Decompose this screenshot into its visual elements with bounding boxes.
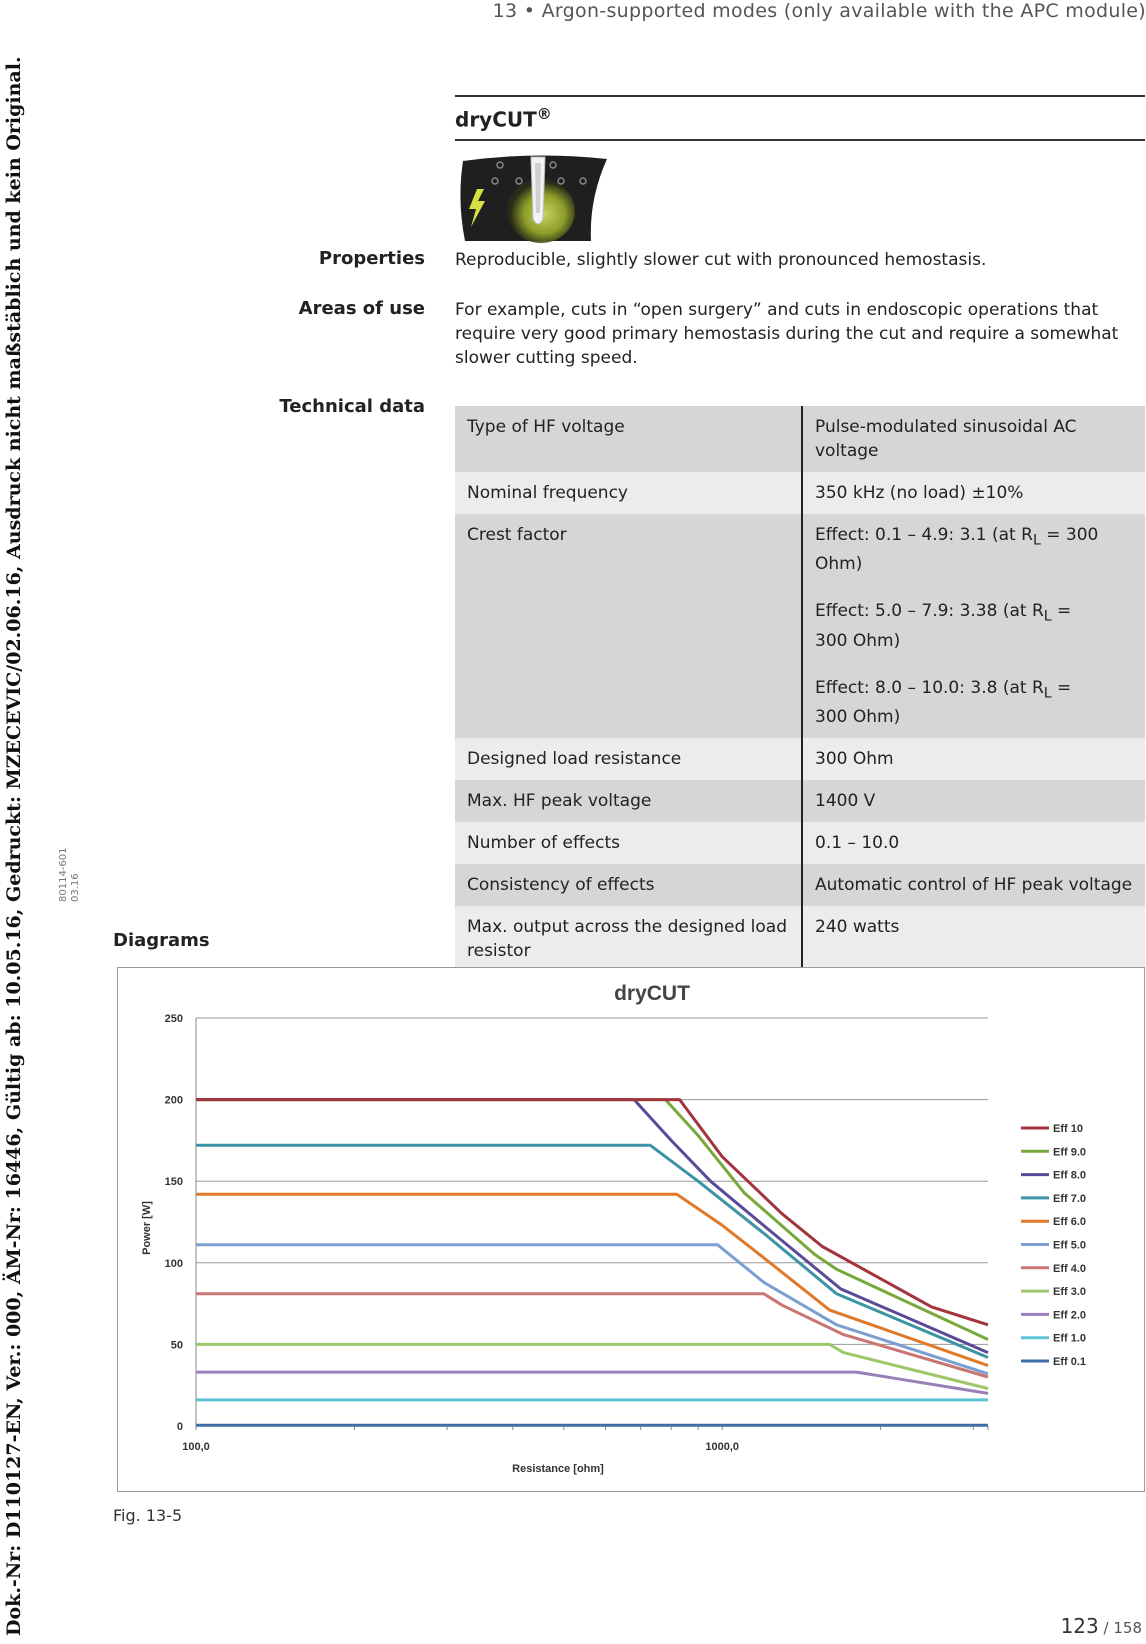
y-tick-label: 250 bbox=[164, 1013, 183, 1025]
y-tick-label: 200 bbox=[164, 1094, 183, 1107]
page-number bbox=[1061, 1614, 1142, 1638]
table-row bbox=[455, 514, 1145, 738]
document-code-date: 03.16 bbox=[70, 873, 81, 902]
document-code-number: 80114-601 bbox=[58, 847, 69, 902]
y-tick-label: 50 bbox=[170, 1339, 183, 1352]
series-line bbox=[196, 1245, 988, 1374]
crest-factor-line-cont: 300 Ohm) bbox=[815, 630, 901, 651]
series-line bbox=[196, 1194, 988, 1365]
table-row bbox=[455, 864, 1145, 906]
document-stamp: Dok.-Nr: D110127-EN, Ver.: 000, ÄM-Nr: 16446, Gültig ab: 10.05.16, Gedruckt: MZECEVIC/02.06.16, Ausdruck nicht maßstäblich und kein Original. bbox=[3, 56, 25, 1636]
technical-data-label: Technical data bbox=[279, 396, 425, 417]
legend-label: Eff 1.0 bbox=[1053, 1332, 1087, 1345]
page-total: / 158 bbox=[1098, 1619, 1142, 1637]
drycut-power-chart bbox=[118, 968, 1144, 1491]
table-row bbox=[455, 822, 1145, 864]
properties-label: Properties bbox=[318, 248, 425, 269]
figure-caption: Fig. 13-5 bbox=[113, 1506, 183, 1525]
param-cell: Consistency of effects bbox=[455, 864, 802, 906]
running-header bbox=[386, 0, 1146, 22]
value-cell: 350 kHz (no load) ±10% bbox=[802, 472, 1145, 514]
areas-of-use-label: Areas of use bbox=[298, 298, 425, 319]
legend-label: Eff 3.0 bbox=[1053, 1286, 1087, 1299]
series-line bbox=[196, 1372, 988, 1393]
series-line bbox=[196, 1100, 988, 1325]
section-title: dryCUT® bbox=[455, 104, 552, 132]
legend-label: Eff 2.0 bbox=[1053, 1309, 1087, 1322]
legend-label: Eff 7.0 bbox=[1053, 1192, 1087, 1205]
x-axis-title: Resistance [ohm] bbox=[512, 1463, 604, 1475]
value-cell: 1400 V bbox=[802, 780, 1145, 822]
param-cell: Max. output across the designed load resistor bbox=[455, 906, 802, 977]
crest-factor-line: Effect: 5.0 – 7.9: 3.38 (at $R_L$ = bbox=[815, 601, 1072, 625]
value-cell: 240 watts bbox=[802, 906, 1145, 977]
legend-label: Eff 0.1 bbox=[1053, 1356, 1087, 1368]
series-line bbox=[196, 1100, 988, 1353]
series-line bbox=[196, 1145, 988, 1357]
legend-label: Eff 10 bbox=[1053, 1123, 1083, 1135]
param-cell: Number of effects bbox=[455, 822, 802, 864]
value-cell: 300 Ohm bbox=[802, 738, 1145, 780]
legend-label: Eff 8.0 bbox=[1053, 1169, 1087, 1182]
technical-data-table bbox=[455, 406, 1145, 977]
legend-label: Eff 5.0 bbox=[1053, 1239, 1087, 1252]
series-line bbox=[196, 1100, 988, 1340]
drycut-mode-icon bbox=[455, 153, 611, 243]
legend-label: Eff 6.0 bbox=[1053, 1216, 1087, 1229]
table-row bbox=[455, 472, 1145, 514]
table-row bbox=[455, 406, 1145, 472]
areas-of-use-text: For example, cuts in “open surgery” and cuts in endoscopic operations that require very good primary hemostasis during the cut and require a somewhat slower cutting speed. bbox=[455, 300, 1119, 368]
crest-factor-line-cont: 300 Ohm) bbox=[815, 707, 901, 728]
y-tick-label: 100 bbox=[164, 1257, 183, 1270]
param-cell: Crest factor bbox=[455, 514, 802, 738]
value-cell bbox=[802, 514, 1145, 738]
value-cell: Pulse-modulated sinusoidal AC voltage bbox=[802, 406, 1145, 472]
diagrams-heading: Diagrams bbox=[113, 930, 210, 951]
series-line bbox=[196, 1344, 988, 1388]
param-cell: Nominal frequency bbox=[455, 472, 802, 514]
table-row bbox=[455, 780, 1145, 822]
param-cell: Designed load resistance bbox=[455, 738, 802, 780]
table-row bbox=[455, 738, 1145, 780]
document-code bbox=[58, 847, 82, 902]
legend-label: Eff 9.0 bbox=[1053, 1146, 1087, 1159]
y-tick-label: 0 bbox=[176, 1421, 183, 1433]
properties-text: Reproducible, slightly slower cut with pronounced hemostasis. bbox=[455, 250, 987, 270]
crest-factor-line: Effect: 8.0 – 10.0: 3.8 (at $R_L$ = bbox=[815, 677, 1072, 702]
chart-frame bbox=[117, 967, 1145, 1492]
param-cell: Max. HF peak voltage bbox=[455, 780, 802, 822]
x-tick-label: 100,0 bbox=[182, 1441, 210, 1453]
running-title: 13 • Argon-supported modes (only available with the APC module) bbox=[492, 0, 1146, 22]
page-current: 123 bbox=[1060, 1614, 1099, 1638]
value-cell: Automatic control of HF peak voltage bbox=[802, 864, 1145, 906]
value-cell: 0.1 – 10.0 bbox=[802, 822, 1145, 864]
y-axis-title: Power [W] bbox=[141, 1201, 153, 1255]
x-tick-label: 1000,0 bbox=[705, 1441, 740, 1453]
section-title-band bbox=[455, 95, 1145, 141]
y-tick-label: 150 bbox=[164, 1176, 183, 1189]
legend-label: Eff 4.0 bbox=[1053, 1262, 1087, 1275]
chart-title: dryCUT bbox=[614, 982, 690, 1005]
crest-factor-line: Effect: 0.1 – 4.9: 3.1 (at $R_L = 300$ Ohm) bbox=[815, 525, 1099, 575]
param-cell: Type of HF voltage bbox=[455, 406, 802, 472]
